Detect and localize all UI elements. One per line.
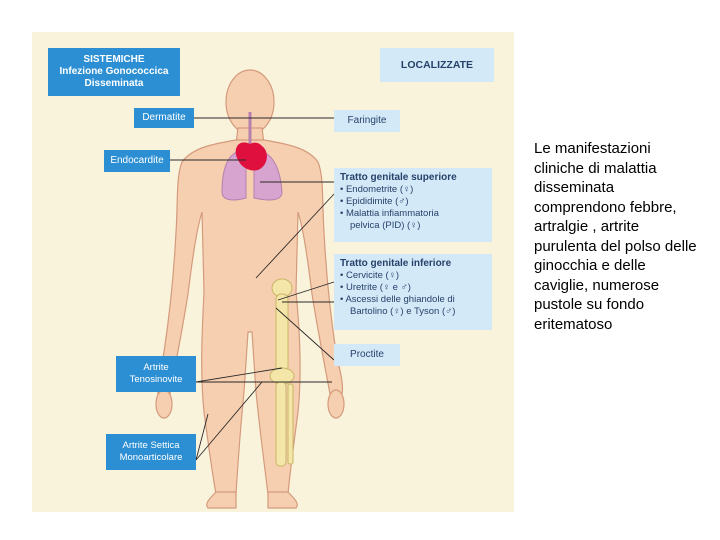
artrite-settica-line: Artrite Settica xyxy=(122,440,180,451)
artrite-tenosinovite-line: Tenosinovite xyxy=(129,374,183,385)
artrite-settica-line: Monoarticolare xyxy=(119,452,183,463)
upper-genital-tract-box xyxy=(334,168,492,242)
lower-genital-tract-box xyxy=(334,254,492,330)
upper-genital-tract-title: Tratto genitale superiore xyxy=(340,172,457,183)
upper-genital-item: pelvica (PID) (♀) xyxy=(350,220,421,231)
caption-text: Le manifestazioni cliniche di malattia disseminata comprendono febbre, artralgie , artrite purulenta del polso delle ginocchia e delle caviglie, numerose pustole su fondo eritematoso xyxy=(534,140,697,333)
faringite-box: Faringite xyxy=(334,110,400,132)
artrite-tenosinovite-line: Artrite xyxy=(143,362,169,373)
artrite-tenosinovite-box xyxy=(116,356,196,392)
systemic-header-line: SISTEMICHE xyxy=(83,54,145,65)
lower-genital-item: • Uretrite (♀ e ♂) xyxy=(340,282,411,293)
lower-genital-tract-title: Tratto genitale inferiore xyxy=(340,258,452,269)
artrite-settica-box xyxy=(106,434,196,470)
upper-genital-item: • Endometrite (♀) xyxy=(340,184,414,195)
upper-genital-item: • Epididimite (♂) xyxy=(340,196,409,207)
anatomy-diagram xyxy=(32,32,514,512)
endocardite-box: Endocardite xyxy=(104,150,170,172)
localized-header-box: LOCALIZZATE xyxy=(380,48,494,82)
lower-genital-item: Bartolino (♀) e Tyson (♂) xyxy=(350,306,456,317)
upper-genital-item: • Malattia infiammatoria xyxy=(340,208,439,219)
systemic-header-line: Disseminata xyxy=(84,78,144,89)
proctite-box: Proctite xyxy=(334,344,400,366)
lower-genital-item: • Cervicite (♀) xyxy=(340,270,400,281)
systemic-header-box xyxy=(48,48,180,96)
lower-genital-item: • Ascessi delle ghiandole di xyxy=(340,294,455,305)
systemic-header-line: Infezione Gonococcica xyxy=(59,66,169,77)
dermatite-box: Dermatite xyxy=(134,108,194,128)
